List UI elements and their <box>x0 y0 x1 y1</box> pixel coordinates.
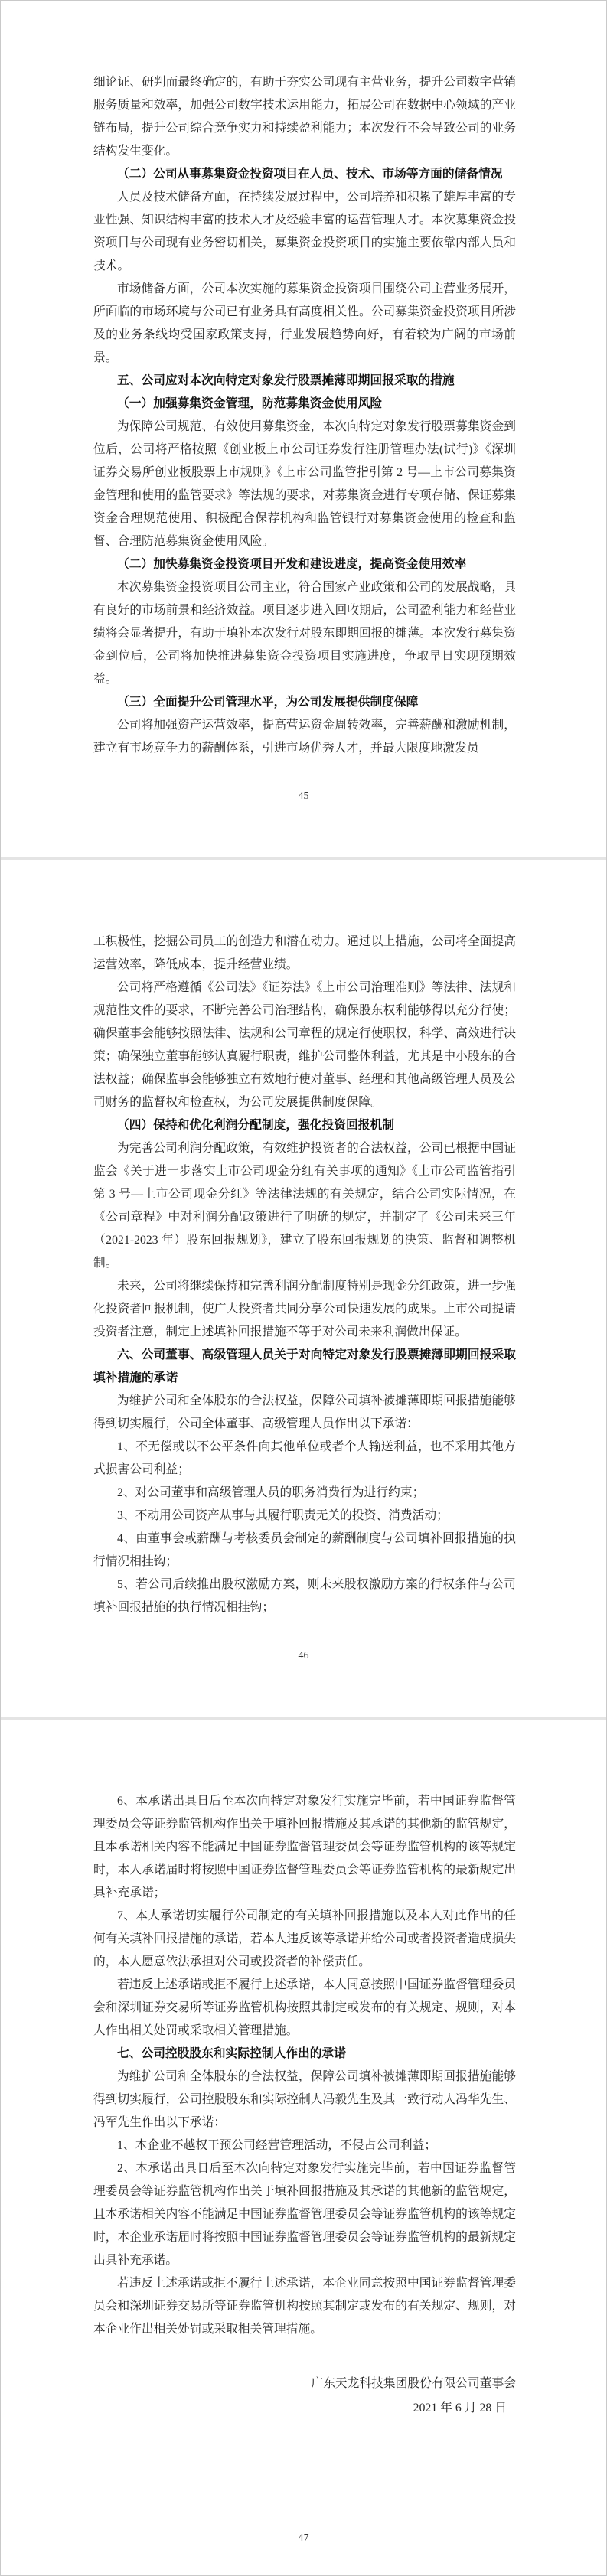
paragraph: 2、本承诺出具日后至本次向特定对象发行实施完毕前，若中国证券监督管理委员会等证券监管机构作出关于填补回报措施及其承诺的其他新的监管规定，且本承诺相关内容不能满足中国证券监督管理委员会等证券监管机构的该等规定时，本企业承诺届时将按照中国证券监督管理委员会等证券监管机构的最新规定出具补充承诺。 <box>93 2162 516 2267</box>
section-heading: 五、公司应对本次向特定对象发行股票摊薄即期回报采取的措施 <box>117 374 455 387</box>
paragraph: 未来，公司将继续保持和完善利润分配制度特别是现金分红政策，进一步强化投资者回报机制，使广大投资者共同分享公司快速发展的成果。上市公司提请投资者注意，制定上述填补回报措施不等于对公司未来利润做出保证。 <box>93 1280 516 1339</box>
page-content <box>93 71 516 760</box>
document-page <box>1 1720 606 2576</box>
paragraph: 若违反上述承诺或拒不履行上述承诺，本企业同意按照中国证券监督管理委员会和深圳证券交易所等证券监管机构按照其制定或发布的有关规定、规则，对本企业作出相关处罚或采取相关管理措施。 <box>93 2277 516 2336</box>
paragraph: 公司将严格遵循《公司法》《证券法》《上市公司治理准则》等法律、法规和规范性文件的要求，不断完善公司治理结构，确保股东权利能够得以充分行使；确保董事会能够按照法律、法规和公司章程的规定行使职权，科学、高效进行决策；确保独立董事能够认真履行职责，维护公司整体利益，尤其是中小股东的合法权益；确保监事会能够独立有效地行使对董事、经理和其他高级管理人员及公司财务的监督权和检查权，为公司发展提供制度保障。 <box>93 981 516 1109</box>
paragraph: 本次募集资金投资项目公司主业，符合国家产业政策和公司的发展战略，具有良好的市场前景和经济效益。项目逐步进入回收期后，公司盈利能力和经营业绩将会显著提升，有助于填补本次发行对股东即期回报的摊薄。本次发行募集资金到位后，公司将加快推进募集资金投资项目实施进度，争取早日实现预期效益。 <box>93 581 516 686</box>
paragraph: 2、对公司董事和高级管理人员的职务消费行为进行约束； <box>117 1486 425 1499</box>
paragraph: 4、由董事会或薪酬与考核委员会制定的薪酬制度与公司填补回报措施的执行情况相挂钩； <box>93 1532 516 1568</box>
paragraph: 公司将加强资产运营效率，提高营运资金周转效率，完善薪酬和激励机制，建立有市场竞争力的薪酬体系，引进市场优秀人才，并最大限度地激发员 <box>93 719 516 755</box>
paragraph: 1、不无偿或以不公平条件向其他单位或者个人输送利益，也不采用其他方式损害公司利益； <box>93 1440 516 1476</box>
paragraph: 若违反上述承诺或拒不履行上述承诺，本人同意按照中国证券监督管理委员会和深圳证券交易所等证券监管机构按照其制定或发布的有关规定、规则，对本人作出相关处罚或采取相关管理措施。 <box>93 1978 516 2037</box>
paragraph: 1、本企业不越权干预公司经营管理活动，不侵占公司利益； <box>117 2139 437 2152</box>
document-page <box>1 860 606 1717</box>
document-page <box>1 1 606 857</box>
page-number: 45 <box>298 791 309 802</box>
paragraph: 5、若公司后续推出股权激励方案，则未来股权激励方案的行权条件与公司填补回报措施的执行情况相挂钩； <box>93 1578 516 1614</box>
page-number: 46 <box>298 1650 309 1661</box>
paragraph: 为完善公司利润分配政策，有效维护投资者的合法权益，公司已根据中国证监会《关于进一步落实上市公司现金分红有关事项的通知》《上市公司监管指引第 3 号—上市公司现金分红》等法律法规的有关规定，结合公司实际情况，在《公司章程》中对利润分配政策进行了明确的规定，并制定了《公司未来三年（2021-2023 年）股东回报规划》，建立了股东回报规划的决策、监督和调整机制。 <box>93 1142 516 1270</box>
page-content <box>93 1790 516 2421</box>
page-content <box>93 931 516 1619</box>
paragraph: 细论证、研判而最终确定的，有助于夯实公司现有主营业务，提升公司数字营销服务质量和效率，加强公司数字技术运用能力，拓展公司在数据中心领域的产业链布局，提升公司综合竞争实力和持续盈利能力；本次发行不会导致公司的业务结构发生变化。 <box>93 76 516 158</box>
paragraph: 人员及技术储备方面，在持续发展过程中，公司培养和积累了雄厚丰富的专业性强、知识结构丰富的技术人才及经验丰富的运营管理人才。本次募集资金投资项目与公司现有业务密切相关，募集资金投资项目的实施主要依靠内部人员和技术。 <box>93 191 516 272</box>
paragraph: 市场储备方面，公司本次实施的募集资金投资项目围绕公司主营业务展开，所面临的市场环境与公司已有业务具有高度相关性。公司募集资金投资项目所涉及的业务条线均受国家政策支持，行业发展趋势向好，有着较为广阔的市场前景。 <box>93 282 516 364</box>
section-heading: （二）公司从事募集资金投资项目在人员、技术、市场等方面的储备情况 <box>117 168 503 181</box>
paragraph: 为维护公司和全体股东的合法权益，保障公司填补被摊薄即期回报措施能够得到切实履行，公司全体董事、高级管理人员作出以下承诺： <box>93 1394 516 1430</box>
section-heading: 六、公司董事、高级管理人员关于对向特定对象发行股票摊薄即期回报采取填补措施的承诺 <box>93 1348 516 1384</box>
page-number: 47 <box>298 2532 309 2544</box>
signature-line: 广东天龙科技集团股份有限公司董事会 <box>311 2377 516 2390</box>
paragraph: 工积极性，挖掘公司员工的创造力和潜在动力。通过以上措施，公司将全面提高运营效率，降低成本，提升经营业绩。 <box>93 935 516 971</box>
section-heading: （三）全面提升公司管理水平，为公司发展提供制度保障 <box>117 696 419 709</box>
section-heading: 七、公司控股股东和实际控制人作出的承诺 <box>117 2047 347 2060</box>
section-heading: （四）保持和优化利润分配制度，强化投资回报机制 <box>117 1119 394 1132</box>
section-heading: （二）加快募集资金投资项目开发和建设进度，提高资金使用效率 <box>117 558 467 571</box>
document-pages <box>1 1 606 2576</box>
paragraph: 6、本承诺出具日后至本次向特定对象发行实施完毕前，若中国证券监督管理委员会等证券监管机构作出关于填补回报措施及其承诺的其他新的监管规定，且本承诺相关内容不能满足中国证券监督管理委员会等证券监管机构的该等规定时，本人承诺届时将按照中国证券监督管理委员会等证券监管机构的最新规定出具补充承诺； <box>93 1795 516 1899</box>
paragraph: 为维护公司和全体股东的合法权益，保障公司填补被摊薄即期回报措施能够得到切实履行，公司控股股东和实际控制人冯毅先生及其一致行动人冯华先生、冯军先生作出以下承诺： <box>93 2070 516 2129</box>
date-line: 2021 年 6 月 28 日 <box>413 2402 507 2415</box>
paragraph: 7、本人承诺切实履行公司制定的有关填补回报措施以及本人对此作出的任何有关填补回报措施的承诺，若本人违反该等承诺并给公司或者投资者造成损失的，本人愿意依法承担对公司或投资者的补偿责任。 <box>93 1909 516 1968</box>
paragraph: 3、不动用公司资产从事与其履行职责无关的投资、消费活动； <box>117 1509 449 1522</box>
section-heading: （一）加强募集资金管理，防范募集资金使用风险 <box>117 397 383 410</box>
paragraph: 为保障公司规范、有效使用募集资金，本次向特定对象发行股票募集资金到位后，公司将严格按照《创业板上市公司证券发行注册管理办法(试行)》《深圳证券交易所创业板股票上市规则》《上市公司监管指引第 2 号—上市公司募集资金管理和使用的监管要求》等法规的要求，对募集资金进行专项存储、保证募集资金合理规范使用、积极配合保荐机构和监管银行对募集资金使用的检查和监督、合理防范募集资金使用风险。 <box>93 420 516 548</box>
